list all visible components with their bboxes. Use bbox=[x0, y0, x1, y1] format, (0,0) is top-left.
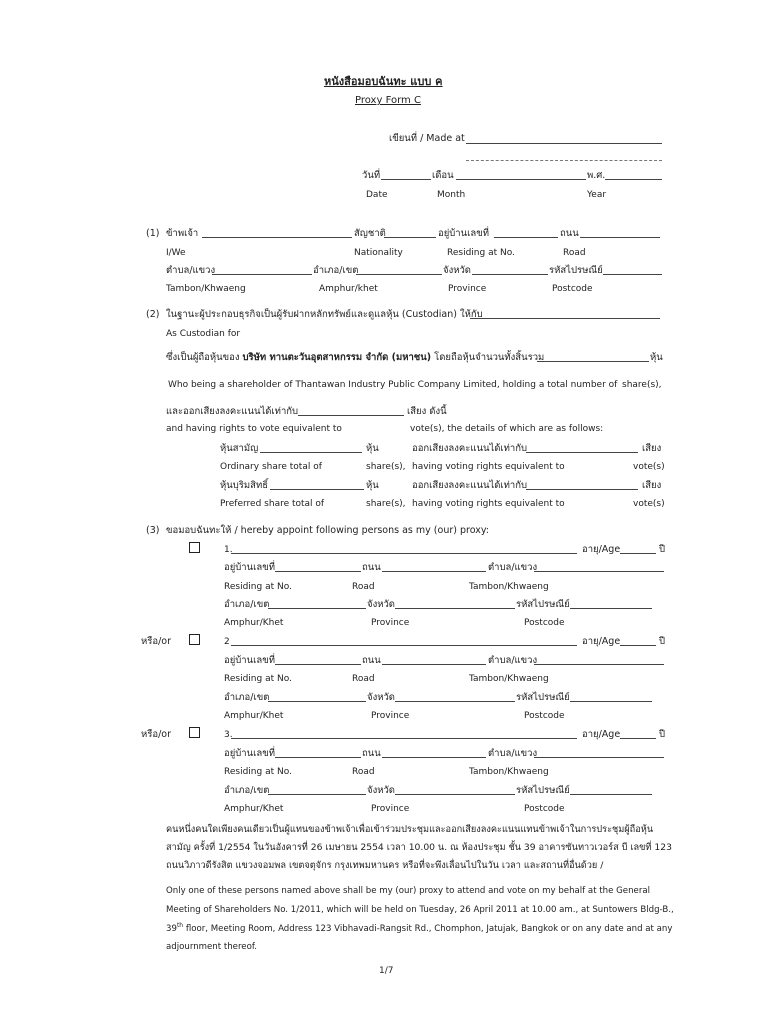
preferred-vote-unit-th: เสียง bbox=[642, 480, 662, 491]
month-field[interactable] bbox=[456, 179, 586, 180]
shareholder-of-th: ซึ่งเป็นผู้ถือหุ้นของ bbox=[166, 352, 240, 363]
closing-th-line-1: คนหนึ่งคนใดเพียงคนเดียวเป็นผู้แทนของข้าพเจ้าเพื่อเข้าร่วมประชุมและออกเสียงลงคะแนนแทนข้าพเจ้าในการประชุมผู้ถือหุ้น bbox=[166, 824, 654, 835]
proxy-2-number: 2 bbox=[224, 637, 230, 647]
proxy-1-house-field[interactable] bbox=[275, 571, 361, 572]
total-votes-field[interactable] bbox=[298, 415, 404, 416]
proxy-2-postcode-en: Postcode bbox=[524, 711, 565, 721]
proxy-3-house-field[interactable] bbox=[275, 757, 361, 758]
proxy-2-age-label: อายุ/Age bbox=[582, 636, 621, 647]
proxy-1-checkbox[interactable] bbox=[189, 542, 200, 553]
proxy-3-age-field[interactable] bbox=[620, 738, 656, 739]
proxy-3-checkbox[interactable] bbox=[189, 727, 200, 738]
vote-unit-th: เสียง ดังนี้ bbox=[407, 406, 447, 417]
custodian-label-en: As Custodian for bbox=[166, 329, 241, 339]
custodian-for-field[interactable] bbox=[470, 318, 660, 319]
ordinary-share-unit-en: share(s), bbox=[366, 462, 406, 472]
proxy-1-postcode-th: รหัสไปรษณีย์ bbox=[516, 599, 570, 610]
vote-label-en: and having rights to vote equivalent to bbox=[166, 424, 342, 434]
closing-en-line-3-rest: floor, Meeting Room, Address 123 Vibhavadi-Rangsit Rd., Chomphon, Jatujak, Bangkok or on any date and at any bbox=[183, 924, 673, 934]
proxy-1-number: 1. bbox=[224, 545, 233, 555]
preferred-vote-unit-en: vote(s) bbox=[633, 499, 665, 509]
postcode-label-en: Postcode bbox=[552, 284, 593, 294]
form-title-en: Proxy Form C bbox=[355, 95, 421, 106]
preferred-share-label-th: หุ้นบุริมสิทธิ์ bbox=[220, 480, 269, 491]
appoint-label: ขอมอบฉันทะให้ / hereby appoint following persons as my (our) proxy: bbox=[166, 525, 489, 536]
tambon-label-th: ตำบล/แขวง bbox=[166, 265, 216, 276]
total-shares-unit-en: share(s), bbox=[622, 380, 662, 390]
proxy-1-residing-en: Residing at No. bbox=[224, 582, 292, 592]
proxy-2-tambon-th: ตำบล/แขวง bbox=[488, 655, 538, 666]
custodian-label-th: ในฐานะผู้ประกอบธุรกิจเป็นผู้รับฝากหลักทรัพย์และดูแลหุ้น (Custodian) ให้กับ bbox=[166, 309, 483, 320]
nationality-label-th: สัญชาติ bbox=[354, 228, 386, 239]
section-1-number: (1) bbox=[146, 228, 160, 239]
page-number: 1/7 bbox=[379, 966, 394, 976]
proxy-2-tambon-en: Tambon/Khwaeng bbox=[469, 674, 549, 684]
total-shares-th: โดยถือหุ้นจำนวนทั้งสิ้นรวม bbox=[434, 352, 545, 363]
proxy-3-residing-th: อยู่บ้านเลขที่ bbox=[224, 748, 275, 759]
made-at-field-line2[interactable] bbox=[466, 160, 662, 161]
proxy-3-name-field[interactable] bbox=[231, 738, 577, 739]
floor-number: 39 bbox=[166, 924, 177, 934]
ordinary-share-label-th: หุ้นสามัญ bbox=[220, 443, 259, 454]
proxy-2-road-field[interactable] bbox=[382, 664, 486, 665]
tambon-field[interactable] bbox=[212, 274, 312, 275]
proxy-3-residing-en: Residing at No. bbox=[224, 767, 292, 777]
preferred-share-label-en: Preferred share total of bbox=[220, 499, 325, 509]
section-3-number: (3) bbox=[146, 525, 160, 536]
proxy-1-tambon-en: Tambon/Khwaeng bbox=[469, 582, 549, 592]
ordinary-share-unit-th: หุ้น bbox=[366, 443, 379, 454]
ordinary-vote-label-en: having voting rights equivalent to bbox=[412, 462, 565, 472]
proxy-1-amphur-th: อำเภอ/เขต bbox=[224, 599, 270, 610]
form-title-th: หนังสือมอบฉันทะ แบบ ค bbox=[324, 75, 443, 88]
proxy-2-road-en: Road bbox=[352, 674, 375, 684]
proxy-3-age-label: อายุ/Age bbox=[582, 729, 621, 740]
proxy-2-age-unit: ปี bbox=[659, 636, 666, 647]
floor-suffix: th bbox=[176, 922, 184, 930]
proxy-3-province-en: Province bbox=[371, 804, 410, 814]
company-name-th: บริษัท ทานตะวันอุตสาหกรรม จำกัด (มหาชน) bbox=[242, 352, 432, 363]
road-label-en: Road bbox=[563, 248, 586, 258]
year-label-th: พ.ศ. bbox=[587, 170, 606, 181]
proxy-3-age-unit: ปี bbox=[659, 729, 666, 740]
proxy-2-province-en: Province bbox=[371, 711, 410, 721]
ordinary-vote-unit-en: vote(s) bbox=[633, 462, 665, 472]
proxy-2-age-field[interactable] bbox=[620, 645, 656, 646]
proxy-3-tambon-th: ตำบล/แขวง bbox=[488, 748, 538, 759]
proxy-3-or-label: หรือ/or bbox=[141, 729, 171, 740]
amphur-label-en: Amphur/khet bbox=[319, 284, 378, 294]
shareholder-line-th bbox=[166, 352, 544, 363]
proxy-3-amphur-en: Amphur/Khet bbox=[224, 804, 284, 814]
proxy-1-province-field[interactable] bbox=[395, 608, 515, 609]
proxy-1-postcode-en: Postcode bbox=[524, 618, 565, 628]
made-at-field[interactable] bbox=[466, 143, 662, 144]
postcode-field[interactable] bbox=[603, 274, 662, 275]
ordinary-vote-unit-th: เสียง bbox=[642, 443, 662, 454]
proxy-3-amphur-field[interactable] bbox=[268, 794, 366, 795]
closing-en-line-1: Only one of these persons named above shall be my (our) proxy to attend and vote on my behalf at the General bbox=[166, 886, 651, 896]
preferred-share-field[interactable] bbox=[270, 489, 364, 490]
residing-label-th: อยู่บ้านเลขที่ bbox=[438, 228, 489, 239]
shareholder-line-en: Who being a shareholder of Thantawan Industry Public Company Limited, holding a total number of bbox=[168, 380, 618, 390]
proxy-1-residing-th: อยู่บ้านเลขที่ bbox=[224, 562, 275, 573]
closing-en-line-3 bbox=[166, 924, 672, 935]
closing-th-line-2: สามัญ ครั้งที่ 1/2554 ในวันอังคารที่ 26 เมษายน 2554 เวลา 10.00 น. ณ ห้องประชุม ชั้น 39 อาคารซันทาวเวอร์ส บี เลขที่ 123 bbox=[166, 842, 672, 853]
house-number-field[interactable] bbox=[494, 237, 558, 238]
proxy-3-province-field[interactable] bbox=[395, 794, 515, 795]
vote-label-en-2: vote(s), the details of which are as follows: bbox=[410, 424, 604, 434]
year-field[interactable] bbox=[605, 179, 662, 180]
ordinary-vote-label-th: ออกเสียงลงคะแนนได้เท่ากับ bbox=[412, 443, 528, 454]
proxy-2-amphur-field[interactable] bbox=[268, 701, 366, 702]
proxy-1-road-th: ถนน bbox=[362, 562, 381, 573]
proxy-3-road-th: ถนน bbox=[362, 748, 381, 759]
i-we-label-en: I/We bbox=[166, 248, 186, 258]
province-label-th: จังหวัด bbox=[443, 265, 471, 276]
proxy-2-province-th: จังหวัด bbox=[367, 692, 395, 703]
proxy-1-province-th: จังหวัด bbox=[367, 599, 395, 610]
proxy-2-residing-en: Residing at No. bbox=[224, 674, 292, 684]
proxy-1-province-en: Province bbox=[371, 618, 410, 628]
proxy-1-name-field[interactable] bbox=[231, 553, 577, 554]
month-label-th: เดือน bbox=[432, 170, 454, 181]
preferred-vote-label-th: ออกเสียงลงคะแนนได้เท่ากับ bbox=[412, 480, 528, 491]
month-label-en: Month bbox=[437, 190, 466, 200]
residing-label-en: Residing at No. bbox=[447, 248, 515, 258]
road-label-th: ถนน bbox=[560, 228, 579, 239]
name-field[interactable] bbox=[202, 237, 352, 238]
postcode-label-th: รหัสไปรษณีย์ bbox=[549, 265, 603, 276]
proxy-1-road-en: Road bbox=[352, 582, 375, 592]
preferred-share-unit-en: share(s), bbox=[366, 499, 406, 509]
proxy-1-age-label: อายุ/Age bbox=[582, 544, 621, 555]
amphur-label-th: อำเภอ/เขต bbox=[313, 265, 359, 276]
proxy-1-amphur-field[interactable] bbox=[268, 608, 366, 609]
proxy-3-tambon-en: Tambon/Khwaeng bbox=[469, 767, 549, 777]
proxy-1-road-field[interactable] bbox=[382, 571, 486, 572]
preferred-vote-label-en: having voting rights equivalent to bbox=[412, 499, 565, 509]
nationality-field[interactable] bbox=[384, 237, 436, 238]
proxy-2-amphur-th: อำเภอ/เขต bbox=[224, 692, 270, 703]
proxy-3-amphur-th: อำเภอ/เขต bbox=[224, 785, 270, 796]
closing-en-line-4: adjournment thereof. bbox=[166, 942, 257, 952]
tambon-label-en: Tambon/Khwaeng bbox=[166, 284, 246, 294]
day-field[interactable] bbox=[381, 179, 431, 180]
proxy-1-age-unit: ปี bbox=[659, 544, 666, 555]
day-label-th: วันที่ bbox=[362, 170, 381, 181]
proxy-3-number: 3. bbox=[224, 730, 233, 740]
province-label-en: Province bbox=[448, 284, 487, 294]
proxy-3-road-en: Road bbox=[352, 767, 375, 777]
proxy-1-tambon-th: ตำบล/แขวง bbox=[488, 562, 538, 573]
section-2-number: (2) bbox=[146, 309, 160, 320]
preferred-vote-field[interactable] bbox=[526, 489, 638, 490]
ordinary-share-field[interactable] bbox=[260, 452, 362, 453]
proxy-2-or-label: หรือ/or bbox=[141, 636, 171, 647]
proxy-2-name-field[interactable] bbox=[231, 645, 577, 646]
proxy-1-amphur-en: Amphur/Khet bbox=[224, 618, 284, 628]
proxy-2-province-field[interactable] bbox=[395, 701, 515, 702]
proxy-2-house-field[interactable] bbox=[275, 664, 361, 665]
total-shares-unit-th: หุ้น bbox=[650, 352, 663, 363]
proxy-3-road-field[interactable] bbox=[382, 757, 486, 758]
i-we-label-th: ข้าพเจ้า bbox=[166, 228, 199, 239]
ordinary-share-label-en: Ordinary share total of bbox=[220, 462, 322, 472]
nationality-label-en: Nationality bbox=[354, 248, 403, 258]
province-field[interactable] bbox=[472, 274, 548, 275]
made-at-label: เขียนที่ / Made at bbox=[389, 133, 465, 144]
ordinary-vote-field[interactable] bbox=[526, 452, 638, 453]
proxy-3-province-th: จังหวัด bbox=[367, 785, 395, 796]
total-shares-field[interactable] bbox=[537, 361, 649, 362]
proxy-2-amphur-en: Amphur/Khet bbox=[224, 711, 284, 721]
year-label-en: Year bbox=[587, 190, 607, 200]
proxy-2-postcode-field[interactable] bbox=[570, 701, 652, 702]
day-label-en: Date bbox=[366, 190, 388, 200]
preferred-share-unit-th: หุ้น bbox=[366, 480, 379, 491]
proxy-2-residing-th: อยู่บ้านเลขที่ bbox=[224, 655, 275, 666]
proxy-1-tambon-field[interactable] bbox=[534, 571, 664, 572]
road-field[interactable] bbox=[580, 237, 660, 238]
proxy-2-tambon-field[interactable] bbox=[534, 664, 664, 665]
amphur-field[interactable] bbox=[356, 274, 442, 275]
proxy-3-postcode-en: Postcode bbox=[524, 804, 565, 814]
proxy-3-postcode-field[interactable] bbox=[570, 794, 652, 795]
vote-label-th: และออกเสียงลงคะแนนได้เท่ากับ bbox=[166, 406, 299, 417]
proxy-2-postcode-th: รหัสไปรษณีย์ bbox=[516, 692, 570, 703]
proxy-2-road-th: ถนน bbox=[362, 655, 381, 666]
proxy-2-checkbox[interactable] bbox=[189, 634, 200, 645]
proxy-1-age-field[interactable] bbox=[620, 553, 656, 554]
closing-en-line-2: Meeting of Shareholders No. 1/2011, which will be held on Tuesday, 26 April 2011 at 10.00 am., at Suntowers Bldg-B., bbox=[166, 905, 674, 915]
proxy-3-postcode-th: รหัสไปรษณีย์ bbox=[516, 785, 570, 796]
closing-th-line-3: ถนนวิภาวดีรังสิต แขวงจอมพล เขตจตุจักร กรุงเทพมหานคร หรือที่จะพึงเลื่อนไปในวัน เวลา และสถานที่อื่นด้วย / bbox=[166, 860, 604, 871]
proxy-3-tambon-field[interactable] bbox=[534, 757, 664, 758]
proxy-1-postcode-field[interactable] bbox=[570, 608, 652, 609]
